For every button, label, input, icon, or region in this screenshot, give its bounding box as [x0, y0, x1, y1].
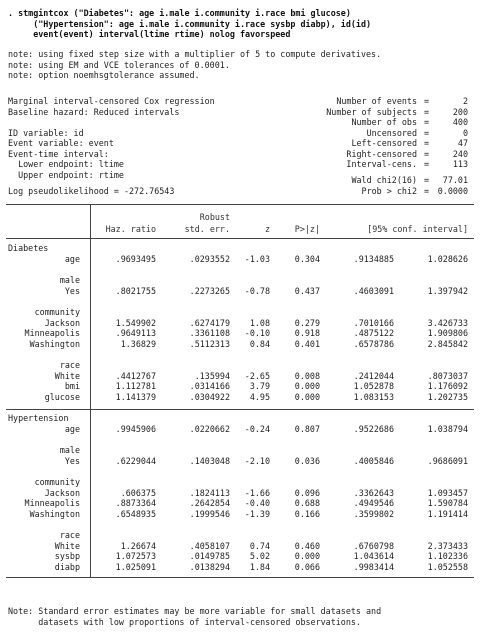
ci-upper: 1.093457 [427, 487, 468, 498]
lower-endpoint: Lower endpoint: ltime [8, 159, 124, 169]
table-top-rule [6, 204, 474, 205]
hazard-ratio: .8021755 [115, 285, 156, 296]
std-err: .0304922 [189, 391, 230, 402]
stat-equals: = [424, 175, 430, 185]
row-label: diabp [54, 561, 80, 572]
hazard-ratio: .9693495 [115, 253, 156, 264]
std-err: .4058107 [189, 540, 230, 551]
note-line: note: option noemhsgtolerance assumed. [8, 70, 200, 80]
p-value: 0.000 [294, 551, 320, 561]
ci-upper: 3.426733 [427, 317, 468, 328]
stat-label: Right-censored [346, 148, 417, 159]
z-stat: -0.10 [244, 328, 270, 338]
hazard-ratio: .4412767 [115, 370, 156, 381]
p-value: 0.304 [294, 253, 320, 264]
p-value: 0.437 [294, 285, 320, 296]
hazard-ratio: .6548935 [115, 508, 156, 519]
p-value: 0.807 [294, 423, 320, 434]
std-err: .1999546 [189, 508, 230, 519]
factor-title: community [34, 477, 80, 487]
stat-value: 400 [452, 117, 468, 127]
z-stat: 4.95 [249, 391, 270, 402]
hazard-ratio: 1.36829 [120, 338, 156, 349]
std-err: .2273265 [189, 285, 230, 296]
p-value: 0.096 [294, 487, 320, 498]
footnote-line-1: Note: Standard error estimates may be more variable for small datasets and [8, 606, 382, 616]
stat-label: Number of events [336, 96, 417, 106]
ci-lower: .2412044 [353, 370, 394, 381]
p-value: 0.008 [294, 370, 320, 381]
p-value: 0.401 [294, 338, 320, 349]
note-line: note: using fixed step size with a multiplier of 5 to compute derivatives. [8, 49, 382, 59]
z-stat: -1.03 [244, 253, 270, 264]
row-label: Washington [29, 338, 80, 349]
factor-title: male [59, 445, 80, 455]
std-err: .0138294 [189, 561, 230, 572]
ci-upper: 1.202735 [427, 391, 468, 402]
ci-lower: .9522686 [353, 423, 394, 434]
p-value: 0.918 [294, 328, 320, 338]
command-line-1: . stmgintcox ("Diabetes": age i.male i.community i.race bmi glucose) [8, 8, 351, 18]
ci-lower: .4005846 [353, 455, 394, 466]
z-stat: -0.78 [244, 285, 270, 296]
stat-label: Number of subjects [326, 106, 417, 117]
stat-value: 240 [452, 148, 468, 159]
stat-value: 113 [452, 159, 468, 169]
factor-title: race [59, 360, 80, 370]
z-stat: -2.65 [244, 370, 270, 381]
row-label: age [64, 423, 80, 434]
command-line-2: ("Hypertension": age i.male i.community i.race sysbp diabp), id(id) [8, 18, 372, 29]
hazard-ratio: 1.072573 [115, 551, 156, 561]
z-stat: 0.84 [249, 338, 270, 349]
stat-equals: = [424, 106, 430, 117]
id-variable: ID variable: id [8, 127, 84, 138]
hazard-ratio: .9649113 [115, 328, 156, 338]
header-rule [6, 238, 474, 239]
hazard-ratio: .606375 [120, 487, 156, 498]
ci-upper: 1.102336 [427, 551, 468, 561]
std-err: .0293552 [189, 253, 230, 264]
ci-upper: 1.590784 [427, 498, 468, 508]
col-header-p: P>|z| [294, 224, 320, 234]
std-err: .135994 [194, 370, 230, 381]
ci-lower: .9134885 [353, 253, 394, 264]
event-variable: Event variable: event [8, 138, 114, 148]
p-value: 0.279 [294, 317, 320, 328]
baseline-hazard: Baseline hazard: Reduced intervals [8, 106, 180, 117]
z-stat: 0.74 [249, 540, 270, 551]
z-stat: -1.39 [244, 508, 270, 519]
ci-upper: 1.191414 [427, 508, 468, 519]
p-value: 0.000 [294, 381, 320, 391]
z-stat: -0.40 [244, 498, 270, 508]
col-header-hr: Haz. ratio [105, 224, 156, 234]
ci-upper: .8073037 [427, 370, 468, 381]
factor-title: male [59, 275, 80, 285]
p-value: 0.166 [294, 508, 320, 519]
row-label: Washington [29, 508, 80, 519]
stat-value: 0 [462, 127, 468, 138]
hazard-ratio: .8873364 [115, 498, 156, 508]
stat-equals: = [424, 117, 430, 127]
row-label: Yes [64, 455, 80, 466]
stat-label: Left-censored [351, 138, 417, 148]
robust-header: Robust [199, 212, 230, 222]
ci-upper: .9686091 [427, 455, 468, 466]
z-stat: -2.10 [244, 455, 270, 466]
z-stat: 5.02 [249, 551, 270, 561]
footnote-line-2: datasets with low proportions of interval-censored observations. [8, 616, 361, 627]
row-label: age [64, 253, 80, 264]
stat-value: 0.0000 [437, 185, 468, 196]
p-value: 0.688 [294, 498, 320, 508]
event-time-interval: Event-time interval: [8, 148, 109, 159]
hazard-ratio: .9945906 [115, 423, 156, 434]
row-label: Jackson [44, 487, 80, 498]
ci-lower: .3599802 [353, 508, 394, 519]
stat-equals: = [424, 148, 430, 159]
ci-lower: .4875122 [353, 328, 394, 338]
ci-lower: .9983414 [353, 561, 394, 572]
stat-label: Number of obs [351, 117, 417, 127]
command-line-3: event(event) interval(ltime rtime) nolog favorspeed [8, 29, 291, 39]
stat-label: Wald chi2(16) [351, 175, 417, 185]
ci-lower: .7010166 [353, 317, 394, 328]
ci-lower: .6578786 [353, 338, 394, 349]
z-stat: 1.08 [249, 317, 270, 328]
ci-upper: 1.052558 [427, 561, 468, 572]
hazard-ratio: 1.025091 [115, 561, 156, 572]
ci-lower: .3362643 [353, 487, 394, 498]
stat-label: Prob > chi2 [361, 185, 417, 196]
equation-name: Hypertension [8, 413, 69, 423]
row-label: White [54, 540, 80, 551]
row-label: White [54, 370, 80, 381]
z-stat: 3.79 [249, 381, 270, 391]
stat-label: Uncensored [366, 127, 417, 138]
ci-lower: 1.052878 [353, 381, 394, 391]
label-column-separator [90, 204, 91, 577]
equation-separator [6, 409, 474, 410]
ci-upper: 1.028626 [427, 253, 468, 264]
stat-equals: = [424, 185, 430, 196]
stat-value: 77.01 [442, 175, 468, 185]
row-label: glucose [44, 391, 80, 402]
std-err: .5112313 [189, 338, 230, 349]
ci-lower: .4949546 [353, 498, 394, 508]
ci-lower: 1.083153 [353, 391, 394, 402]
p-value: 0.036 [294, 455, 320, 466]
factor-title: race [59, 530, 80, 540]
stat-equals: = [424, 96, 430, 106]
ci-upper: 1.397942 [427, 285, 468, 296]
row-label: Minneapolis [24, 328, 80, 338]
ci-upper: 2.845842 [427, 338, 468, 349]
std-err: .0220662 [189, 423, 230, 434]
hazard-ratio: 1.112781 [115, 381, 156, 391]
p-value: 0.066 [294, 561, 320, 572]
model-title: Marginal interval-censored Cox regression [8, 96, 215, 106]
ci-lower: .6760798 [353, 540, 394, 551]
stat-label: Interval-cens. [346, 159, 417, 169]
std-err: .1824113 [189, 487, 230, 498]
std-err: .6274179 [189, 317, 230, 328]
hazard-ratio: 1.141379 [115, 391, 156, 402]
row-label: bmi [64, 381, 80, 391]
p-value: 0.000 [294, 391, 320, 402]
std-err: .3361108 [189, 328, 230, 338]
note-line: note: using EM and VCE tolerances of 0.0001. [8, 59, 230, 70]
table-bottom-rule [6, 577, 474, 578]
hazard-ratio: 1.26674 [120, 540, 156, 551]
std-err: .1403048 [189, 455, 230, 466]
hazard-ratio: .6229044 [115, 455, 156, 466]
row-label: Jackson [44, 317, 80, 328]
equation-name: Diabetes [8, 243, 49, 253]
stat-value: 200 [452, 106, 468, 117]
row-label: sysbp [54, 551, 80, 561]
std-err: .2642854 [189, 498, 230, 508]
stat-equals: = [424, 138, 430, 148]
col-header-ci: [95% conf. interval] [367, 224, 468, 234]
stat-equals: = [424, 159, 430, 169]
stat-value: 47 [457, 138, 468, 148]
ci-upper: 2.373433 [427, 540, 468, 551]
ci-lower: 1.043614 [353, 551, 394, 561]
std-err: .0314166 [189, 381, 230, 391]
std-err: .0149785 [189, 551, 230, 561]
ci-upper: 1.909806 [427, 328, 468, 338]
row-label: Minneapolis [24, 498, 80, 508]
z-stat: -0.24 [244, 423, 270, 434]
p-value: 0.460 [294, 540, 320, 551]
col-header-z: z [264, 224, 270, 234]
ci-lower: .4603091 [353, 285, 394, 296]
log-pseudolikelihood: Log pseudolikelihood = -272.76543 [8, 185, 175, 196]
row-label: Yes [64, 285, 80, 296]
col-header-se: std. err. [184, 224, 230, 234]
hazard-ratio: 1.549902 [115, 317, 156, 328]
stat-equals: = [424, 127, 430, 138]
upper-endpoint: Upper endpoint: rtime [8, 169, 124, 180]
factor-title: community [34, 307, 80, 317]
z-stat: 1.84 [249, 561, 270, 572]
z-stat: -1.66 [244, 487, 270, 498]
ci-upper: 1.038794 [427, 423, 468, 434]
ci-upper: 1.176092 [427, 381, 468, 391]
stat-value: 2 [462, 96, 468, 106]
